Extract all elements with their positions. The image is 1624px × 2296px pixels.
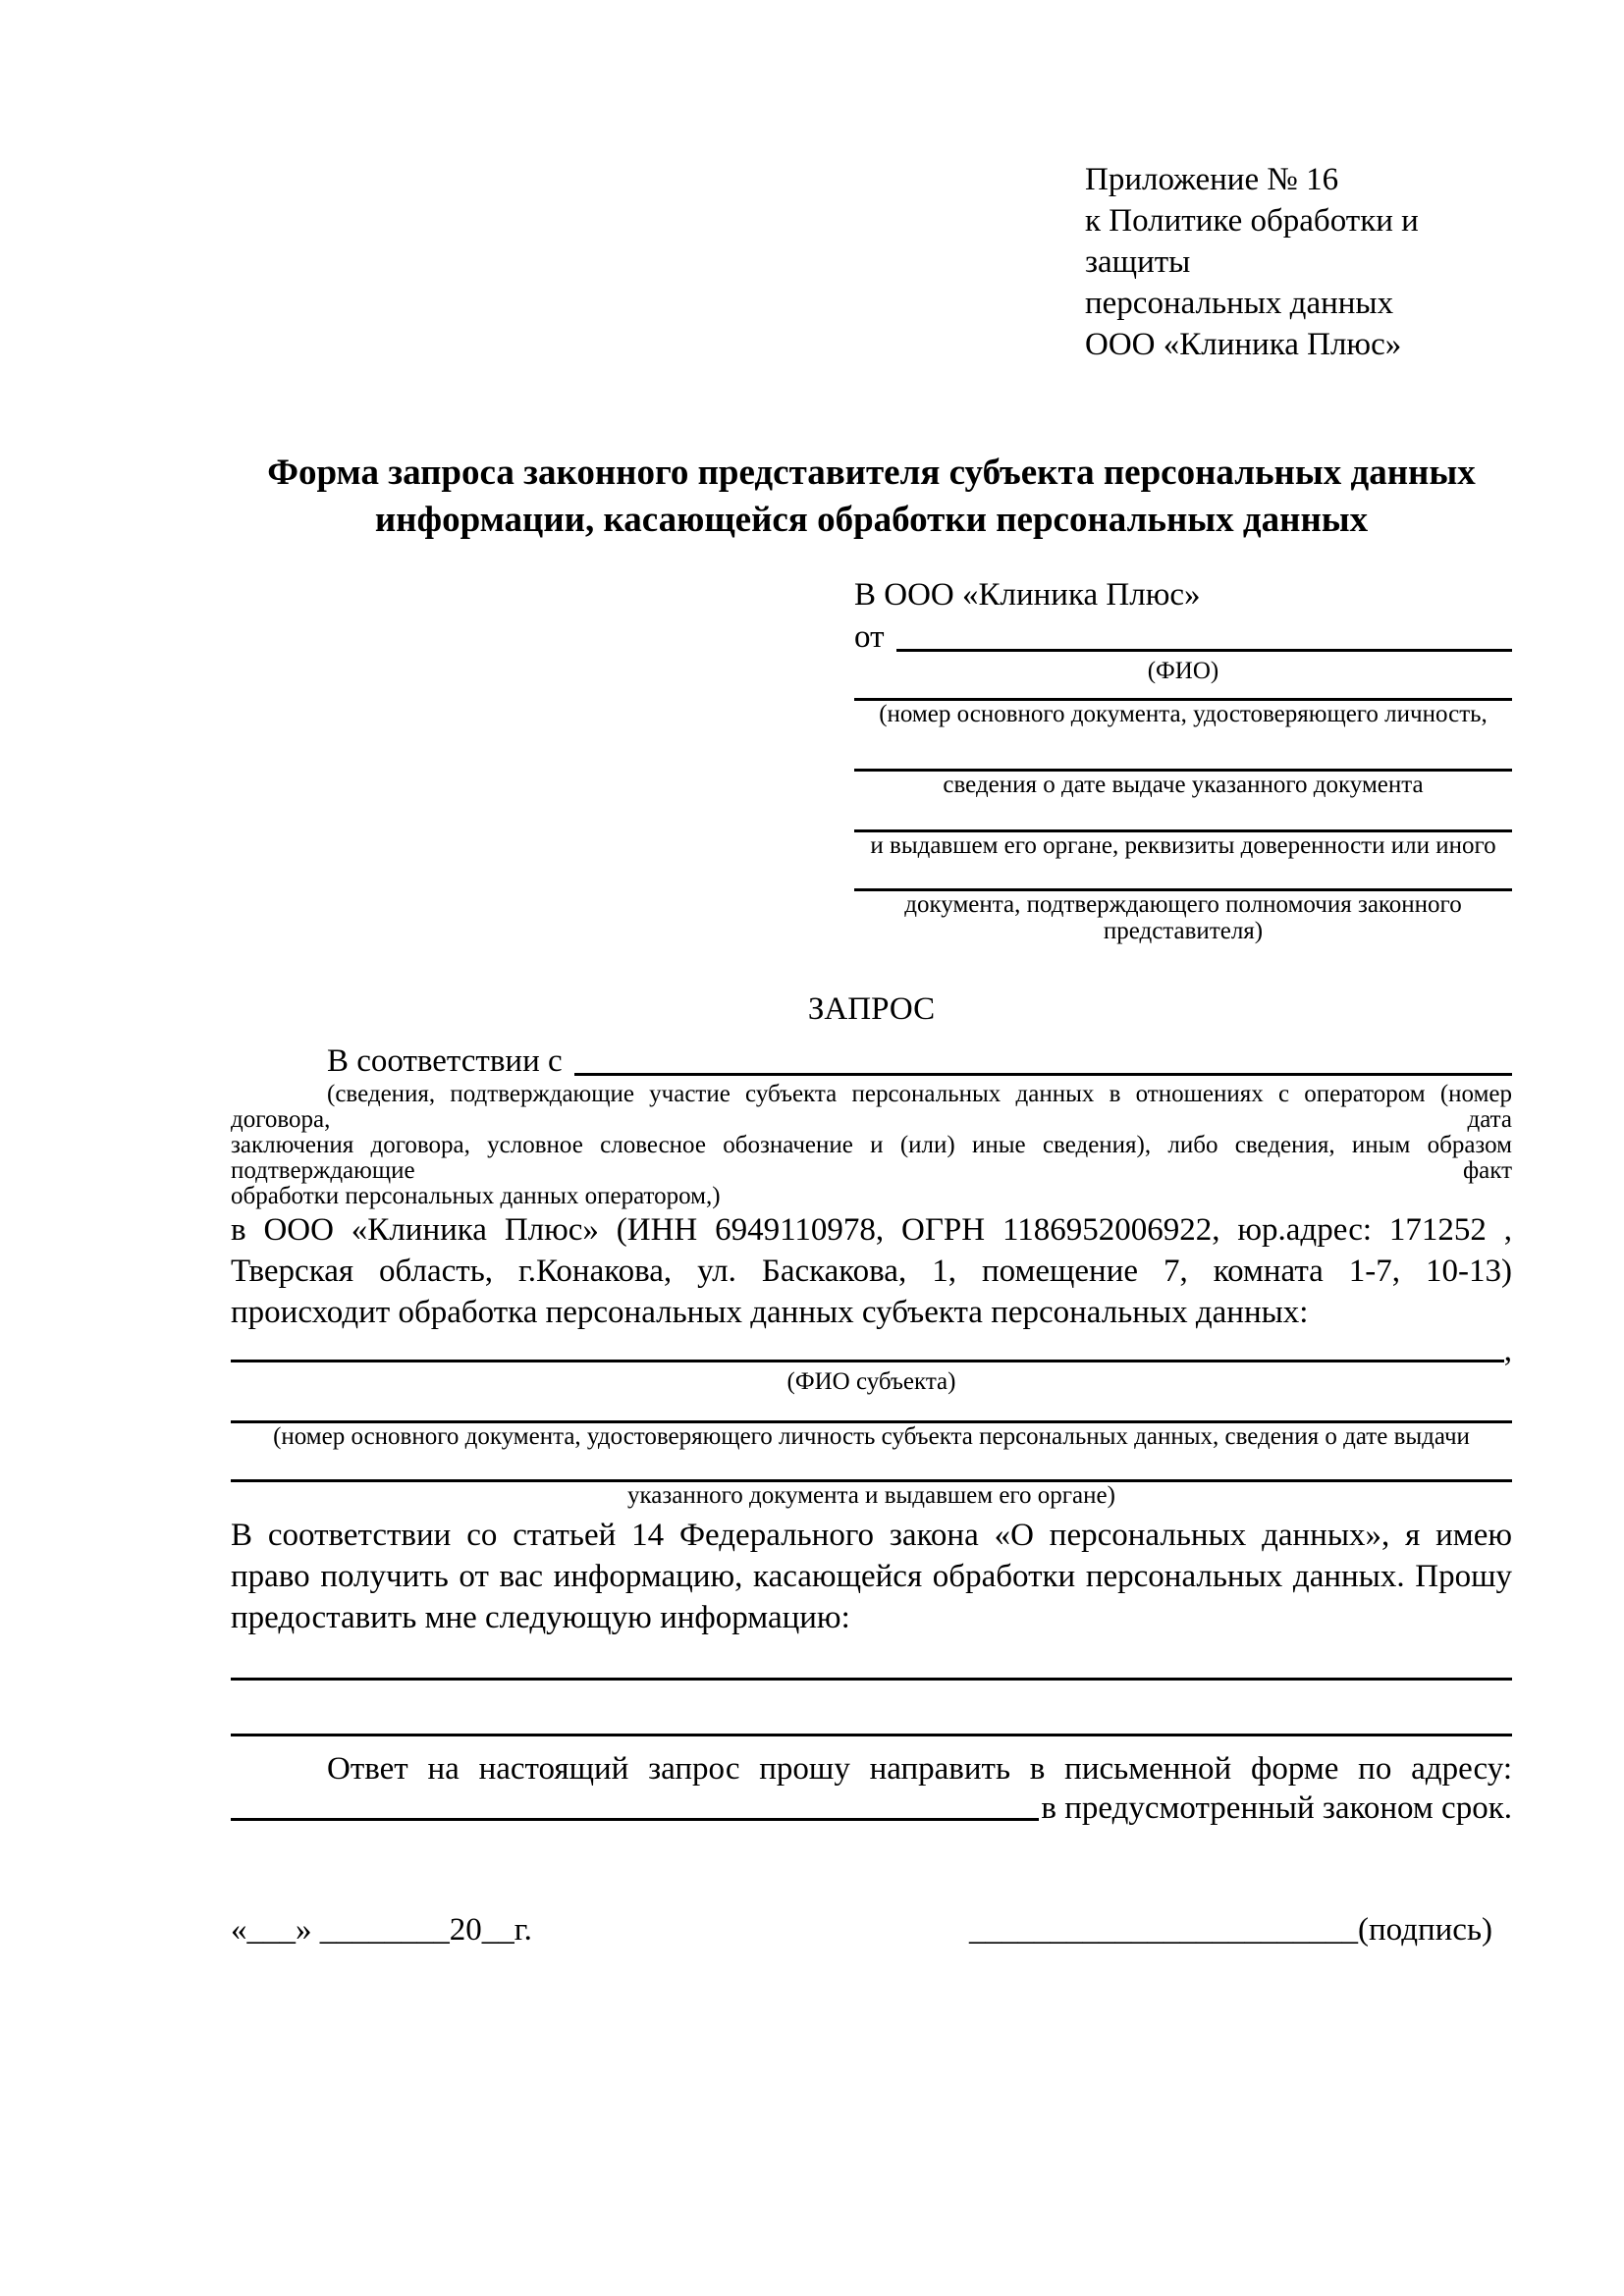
signature-blank-line: ________________________ (969, 1912, 1358, 1948)
field-caption: документа, подтверждающего полномочия законного представителя) (904, 891, 1462, 944)
from-label: от (854, 619, 885, 655)
field-caption: (номер основного документа, удостоверяющего личность, (879, 701, 1488, 727)
fine-print-line: (сведения, подтверждающие участие субъекта персональных данных в отношениях с оператором (номер договора, дата (231, 1081, 1512, 1133)
law-paragraph (231, 1515, 1512, 1638)
field-caption: сведения о дате выдаче указанного документа (943, 772, 1424, 798)
field-caption: указанного документа и выдавшем его органе) (627, 1482, 1115, 1509)
signature-group (969, 1909, 1492, 1950)
operator-paragraph-line: в ООО «Клиника Плюс» (ИНН 6949110978, ОГРН 1186952006922, юр.адрес: 171252 , (231, 1212, 1512, 1248)
date-blank-field: «___» ________20__г. (231, 1912, 532, 1948)
addressee-block (854, 573, 1512, 944)
request-heading: ЗАПРОС (807, 991, 936, 1027)
subject-fio-caption: (ФИО субъекта) (786, 1368, 956, 1395)
document-title-line: Форма запроса законного представителя субъекта персональных данных (267, 453, 1476, 493)
fine-print (231, 1082, 1512, 1209)
subject-fio-blank-line (231, 1360, 1504, 1362)
from-blank-line (896, 649, 1513, 652)
accordance-field-row (231, 1041, 1512, 1082)
from-field-row (854, 616, 1512, 658)
operator-paragraph-line: Тверская область, г.Конакова, ул. Баскакова, 1, помещение 7, комната 1-7, 10-13) (231, 1254, 1512, 1289)
fine-print-line: заключения договора, условное словесное обозначение и (или) иные сведения), либо сведения, иным образом подтверждающие факт (231, 1132, 1512, 1184)
subject-fio-field-row (231, 1333, 1512, 1368)
answer-address-field-row (231, 1789, 1512, 1827)
law-paragraph-line: В соответствии со статьей 14 Федерального закона «О персональных данных», я имею (231, 1518, 1512, 1553)
answer-paragraph-tail: в предусмотренный законом срок. (1041, 1790, 1512, 1826)
addressee-organization: В ООО «Клиника Плюс» (854, 577, 1201, 613)
document-title (231, 450, 1512, 544)
accordance-blank-line (574, 1073, 1512, 1076)
fio-caption: (ФИО) (1147, 658, 1219, 684)
appendix-note (1085, 159, 1512, 365)
appendix-note-line: ООО «Клиника Плюс» (1085, 327, 1402, 362)
fine-print-line: обработки персональных данных оператором,) (231, 1183, 721, 1209)
appendix-note-line: Приложение № 16 (1085, 162, 1339, 197)
appendix-note-line: к Политике обработки и защиты (1085, 203, 1419, 280)
field-caption: (номер основного документа, удостоверяющего личность субъекта персональных данных, сведения о дате выдачи (273, 1423, 1470, 1450)
signature-caption: (подпись) (1358, 1912, 1492, 1948)
appendix-note-line: персональных данных (1085, 286, 1394, 321)
operator-paragraph-line: происходит обработка персональных данных субъекта персональных данных: (231, 1295, 1309, 1330)
law-paragraph-line: право получить от вас информацию, касающейся обработки персональных данных. Прошу (231, 1559, 1512, 1594)
field-caption: и выдавшем его органе, реквизиты доверенности или иного (870, 832, 1496, 859)
document-title-line: информации, касающейся обработки персональных данных (374, 500, 1369, 540)
blank-info-line (231, 1678, 1512, 1681)
date-signature-row (231, 1909, 1512, 1950)
accordance-label: В соответствии с (327, 1043, 563, 1079)
operator-paragraph (231, 1209, 1512, 1333)
answer-paragraph-line: Ответ на настоящий запрос прошу направить в письменной форме по адресу: (327, 1751, 1512, 1787)
address-blank-line (231, 1818, 1039, 1821)
trailing-comma: , (1503, 1333, 1512, 1368)
blank-info-line (231, 1734, 1512, 1736)
law-paragraph-line: предоставить мне следующую информацию: (231, 1600, 850, 1635)
